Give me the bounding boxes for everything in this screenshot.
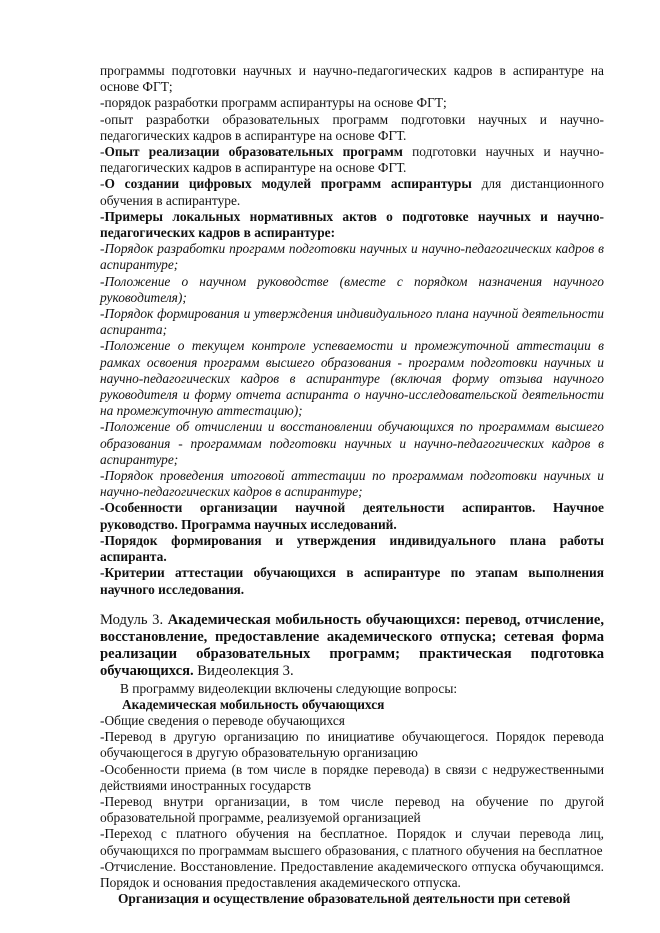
italic-item-program-order: -Порядок разработки программ подготовки научных и научно-педагогических кадров в аспирантуре; xyxy=(100,241,604,273)
italic-item-individual-plan: -Порядок формирования и утверждения индивидуального плана научной деятельности аспиранта; xyxy=(100,306,604,338)
module-prefix: Модуль 3. xyxy=(100,611,168,628)
rest-text: для дистанционного обучения в аспирантуре. xyxy=(100,176,604,208)
dash: - xyxy=(100,176,105,192)
module-suffix: Видеолекция 3. xyxy=(193,663,294,680)
list-item-academic-leave: -Отчисление. Восстановление. Предоставление академического отпуска обучающимся. Порядок и основания предоставления академического отпуска. xyxy=(100,858,604,890)
italic-item-expulsion: -Положение об отчислении и восстановлении обучающихся по программам высшего образования - программам подготовки научных и научно-педагогических кадров в аспирантуре; xyxy=(100,419,604,467)
dash: - xyxy=(100,144,105,160)
subheading-network-form: Организация и осуществление образовательной деятельности при сетевой xyxy=(118,891,571,907)
heading-local-acts: -Примеры локальных нормативных актов о подготовке научных и научно-педагогических кадров в аспирантуре: xyxy=(100,208,604,241)
bold-item-research-organization: -Особенности организации научной деятельности аспирантов. Научное руководство. Программа научных исследований. xyxy=(100,500,604,532)
italic-item-supervision: -Положение о научном руководстве (вместе с порядком назначения научного руководителя); xyxy=(100,273,604,305)
lecture-intro: В программу видеолекции включены следующие вопросы: xyxy=(120,680,458,696)
list-item-paid-to-free: -Переход с платного обучения на бесплатное. Порядок и случаи перевода лиц, обучающихся по программам высшего образования, с платного обучения на бесплатное xyxy=(100,826,604,858)
rest-text: подготовки научных и научно-педагогических кадров в аспирантуре на основе ФГТ. xyxy=(100,144,604,176)
bold-item-attestation-criteria: -Критерии аттестации обучающихся в аспирантуре по этапам выполнения научного исследования. xyxy=(100,565,604,597)
text-line-digital-modules xyxy=(100,176,604,208)
list-item-internal-transfer: -Перевод внутри организации, в том числе перевод на обучение по другой образовательной программе, реализуемой организацией xyxy=(100,793,604,826)
bold-item-work-plan: -Порядок формирования и утверждения индивидуального плана работы аспиранта. xyxy=(100,532,604,565)
italic-item-current-control: -Положение о текущем контроле успеваемости и промежуточной аттестации в рамках освоения программ высшего образования - программ подготовки научных и научно-педагогических кадров в аспирантуре (включая форму отзыва научного руководителя и форму отчета аспиранта о научно-исследовательской деятельности на промежуточную аттестацию); xyxy=(100,338,604,419)
list-item-admission-specifics: -Особенности приема (в том числе в порядке перевода) в связи с недружественными действиями иностранных государств xyxy=(100,761,604,793)
subheading-academic-mobility: Академическая мобильность обучающихся xyxy=(122,696,385,712)
text-line-development-experience: -опыт разработки образовательных программ подготовки научных и научно-педагогических кадров в аспирантуре на основе ФГТ. xyxy=(100,111,604,143)
list-item-transfer-other-org: -Перевод в другую организацию по инициативе обучающегося. Порядок перевода обучающегося в другую образовательную организацию xyxy=(100,729,604,761)
list-item-transfer-general: -Общие сведения о переводе обучающихся xyxy=(100,712,345,728)
text-line-programs-fgt: программы подготовки научных и научно-педагогических кадров в аспирантуре на основе ФГТ; xyxy=(100,63,604,95)
bold-phrase: Опыт реализации образовательных программ xyxy=(104,144,403,160)
text-line-implementation-experience xyxy=(100,144,604,176)
bold-phrase: О создании цифровых модулей программ аспирантуры xyxy=(104,176,472,192)
module-title: Академическая мобильность обучающихся: перевод, отчисление, восстановление, предоставление академического отпуска; сетевая форма реализации образовательных программ; практическая подготовка обучающихся. xyxy=(100,611,605,680)
module-3-heading xyxy=(100,612,604,681)
italic-item-final-attestation: -Порядок проведения итоговой аттестации по программам подготовки научных и научно-педагогических кадров в аспирантуре; xyxy=(100,468,604,500)
text-line-program-development: -порядок разработки программ аспирантуры на основе ФГТ; xyxy=(100,95,447,111)
